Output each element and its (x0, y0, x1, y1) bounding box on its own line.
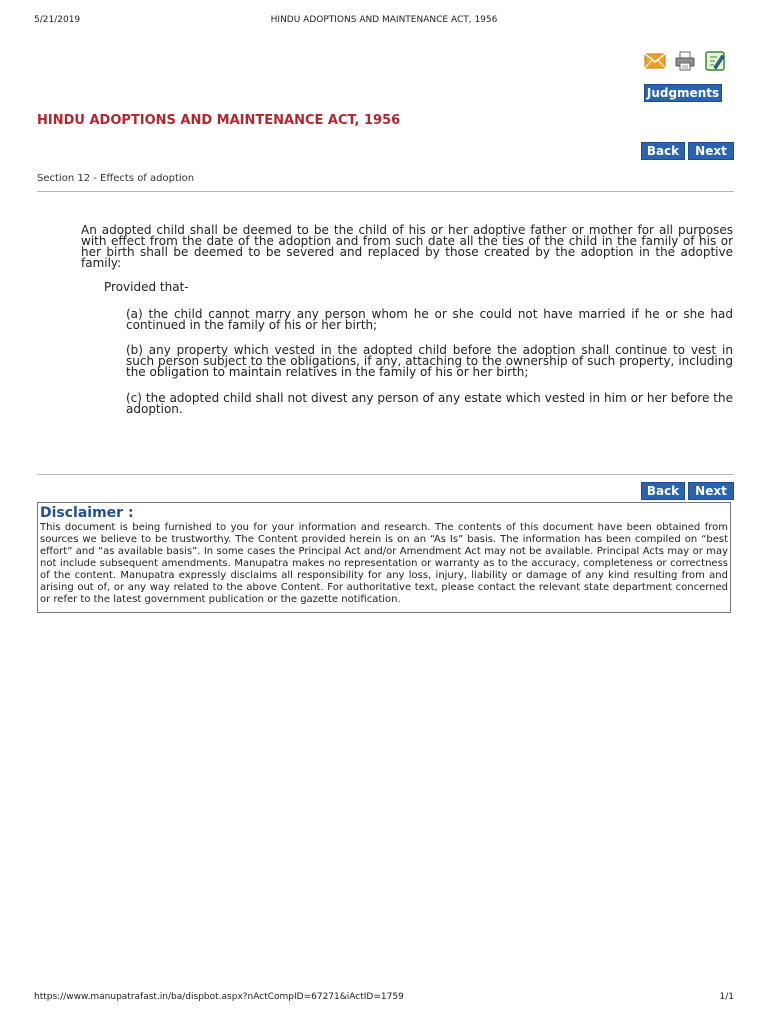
back-button-bottom[interactable]: Back (641, 482, 685, 500)
act-title: HINDU ADOPTIONS AND MAINTENANCE ACT, 1956 (37, 113, 401, 128)
disclaimer-text: This document is being furnished to you for your information and research. The contents of this document have been obtained from sources we believe to be trustworthy. The Content provided herein is on an “As Is” basis. The information has been compiled on “best effort” and “as available basis”. In some cases the Principal Act and/or Amendment Act may not be available. Principal Acts may or may not include subsequent amendments. Manupatra makes no representation or warranty as to the accuracy, completeness or correctness of the content. Manupatra expressly disclaims all responsibility for any loss, injury, liability or damage of any kind resulting from and arising out of, or any way related to the above Content. For authoritative text, please contact the relevant state department concerned or refer to the latest government publication or the gazette notification. (40, 522, 728, 605)
section-title: Section 12 - Effects of adoption (37, 173, 195, 184)
notes-icon[interactable] (704, 50, 726, 72)
print-icon[interactable] (674, 50, 696, 72)
print-date: 5/21/2019 (34, 15, 81, 25)
clause-b: (b) any property which vested in the adopted child before the adoption shall continue to vest in such person subject to the obligations, if any, attaching to the ownership of such property, including the obligation to maintain relatives in the family of his or her birth; (126, 343, 733, 379)
print-title: HINDU ADOPTIONS AND MAINTENANCE ACT, 1956 (270, 15, 498, 25)
page-number: 1/1 (719, 992, 734, 1002)
toolbar (644, 50, 728, 76)
proviso-paragraph: Provided that- (104, 280, 189, 294)
main-paragraph: An adopted child shall be deemed to be the child of his or her adoptive father or mother for all purposes with effect from the date of the adoption and from such date all the ties of the child in the family of his or her birth shall be deemed to be severed and replaced by those created by the adoption in the adoptive family: (81, 223, 733, 270)
disclaimer-heading: Disclaimer : (40, 505, 134, 521)
judgments-button[interactable]: Judgments (644, 84, 722, 102)
clause-a: (a) the child cannot marry any person whom he or she could not have married if he or she had continued in the family of his or her birth; (126, 307, 733, 332)
next-button[interactable]: Next (688, 142, 734, 160)
print-url: https://www.manupatrafast.in/ba/dispbot.aspx?nActCompID=67271&iActID=1759 (34, 992, 404, 1002)
disclaimer-box (37, 502, 731, 613)
divider (37, 474, 734, 475)
divider (37, 191, 734, 192)
email-icon[interactable] (644, 50, 666, 72)
clause-c: (c) the adopted child shall not divest any person of any estate which vested in him or her before the adoption. (126, 391, 733, 416)
back-button[interactable]: Back (641, 142, 685, 160)
next-button-bottom[interactable]: Next (688, 482, 734, 500)
section-content (81, 223, 733, 416)
